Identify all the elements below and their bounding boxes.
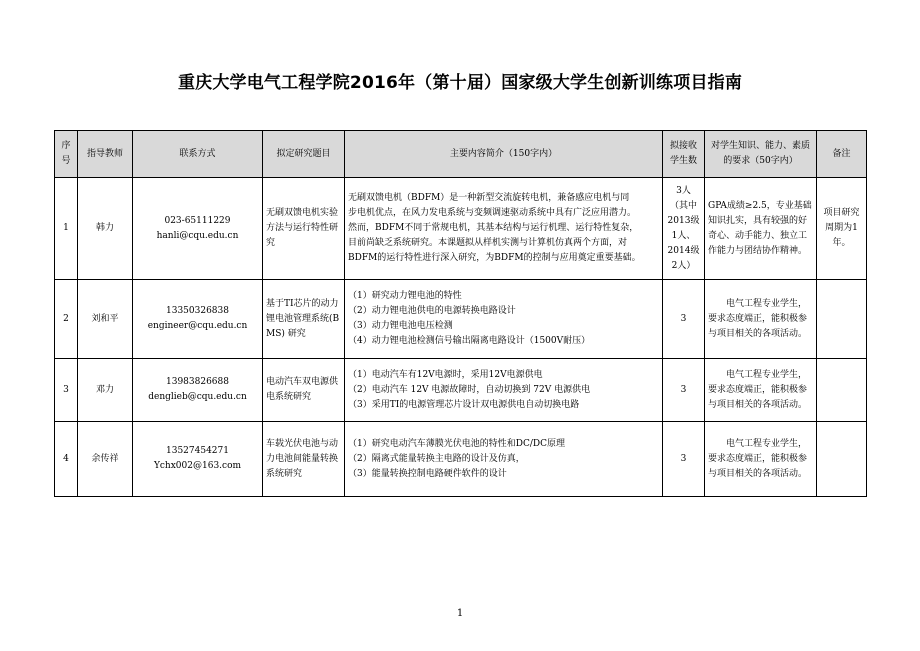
- row-phone: 13350326838: [166, 306, 229, 316]
- table-row: [55, 422, 867, 497]
- row-advisor: 邓力: [78, 359, 133, 422]
- row-no: 2: [55, 280, 78, 359]
- summary-line: （4）动力锂电池检测信号输出隔离电路设计（1500V耐压）: [348, 336, 591, 346]
- row-email: engineer@cqu.edu.cn: [147, 321, 248, 331]
- count-line: 3人: [676, 185, 691, 196]
- row-topic: 基于TI芯片的动力锂电池管理系统(BMS) 研究: [263, 280, 345, 359]
- count-line: 3: [680, 384, 687, 395]
- row-topic: 无刷双馈电机实验方法与运行特性研究: [263, 178, 345, 280]
- row-contact: [133, 280, 263, 359]
- summary-line: BDFM的运行特性进行深入研究，为BDFM的控制与应用奠定重要基础。: [348, 253, 641, 263]
- summary-line: （1）电动汽车有12V电源时，采用12V电源供电: [348, 369, 543, 380]
- count-line: 1人、: [671, 230, 696, 241]
- header-advisor: 指导教师: [78, 131, 133, 178]
- table-row: [55, 280, 867, 359]
- row-summary: [345, 178, 663, 280]
- row-requirement: GPA成绩≥2.5，专业基础知识扎实，具有较强的好奇心、动手能力、独立工作能力与团结协作精神。: [705, 178, 817, 280]
- row-count: [663, 280, 705, 359]
- row-phone: 13983826688: [166, 377, 229, 387]
- row-remark: 项目研究周期为1年。: [817, 178, 867, 280]
- row-count: [663, 178, 705, 280]
- row-contact: [133, 422, 263, 497]
- summary-line: 无刷双馈电机（BDFM）是一种新型交流旋转电机，兼备感应电机与同: [348, 193, 630, 203]
- row-summary: [345, 422, 663, 497]
- header-no: 序号: [55, 131, 78, 178]
- row-phone: 13527454271: [166, 446, 229, 456]
- row-remark: [817, 359, 867, 422]
- row-advisor: 韩力: [78, 178, 133, 280]
- header-summary: 主要内容简介（150字内）: [345, 131, 663, 178]
- row-topic: 电动汽车双电源供电系统研究: [263, 359, 345, 422]
- count-line: 2人）: [671, 260, 696, 271]
- count-line: 3: [680, 453, 687, 464]
- table-row: [55, 178, 867, 280]
- summary-line: （2）动力锂电池供电的电源转换电路设计: [348, 306, 516, 316]
- summary-line: （2）电动汽车 12V 电源故障时，自动切换到 72V 电源供电: [348, 384, 591, 395]
- summary-line: 目前尚缺乏系统研究。本课题拟从样机实测与计算机仿真两个方面，对: [348, 238, 628, 248]
- row-advisor: 余传祥: [78, 422, 133, 497]
- row-email: denglieb@cqu.edu.cn: [148, 392, 247, 402]
- row-contact: [133, 359, 263, 422]
- row-no: 4: [55, 422, 78, 497]
- header-row: [55, 131, 867, 178]
- summary-line: （2）隔离式能量转换主电路的设计及仿真，: [348, 453, 525, 464]
- summary-line: 步电机优点，在风力发电系统与变频调速驱动系统中具有广泛应用潜力。: [348, 208, 637, 218]
- row-summary: [345, 359, 663, 422]
- count-line: 2013级: [667, 215, 700, 226]
- summary-line: （3）动力锂电池电压检测: [348, 321, 453, 331]
- summary-line: （1）研究动力锂电池的特性: [348, 291, 462, 301]
- row-requirement: 电气工程专业学生，要求态度端正，能积极参与项目相关的各项活动。: [705, 280, 817, 359]
- row-requirement: 电气工程专业学生，要求态度端正，能积极参与项目相关的各项活动。: [705, 422, 817, 497]
- row-phone: 023-65111229: [164, 215, 231, 226]
- row-summary: [345, 280, 663, 359]
- document-title: 重庆大学电气工程学院2016年（第十届）国家级大学生创新训练项目指南: [177, 73, 743, 93]
- header-contact: 联系方式: [133, 131, 263, 178]
- summary-line: （3）采用TI的电源管理芯片设计双电源供电自动切换电路: [348, 399, 580, 410]
- count-line: 3: [680, 313, 687, 324]
- summary-line: （1）研究电动汽车薄膜光伏电池的特性和DC/DC原理: [348, 438, 565, 449]
- row-topic: 车载光伏电池与动力电池间能量转换系统研究: [263, 422, 345, 497]
- row-advisor: 刘和平: [78, 280, 133, 359]
- row-email: hanli@cqu.edu.cn: [156, 230, 239, 241]
- row-no: 3: [55, 359, 78, 422]
- row-email: Ychx002@163.com: [153, 461, 242, 471]
- row-remark: [817, 422, 867, 497]
- header-remark: 备注: [817, 131, 867, 178]
- row-remark: [817, 280, 867, 359]
- table-row: [55, 359, 867, 422]
- page-number: 1: [456, 608, 464, 619]
- header-topic: 拟定研究题目: [263, 131, 345, 178]
- row-count: [663, 422, 705, 497]
- count-line: 2014级: [667, 245, 700, 256]
- row-contact: [133, 178, 263, 280]
- row-no: 1: [55, 178, 78, 280]
- project-guide-table: [54, 130, 867, 497]
- count-line: （其中: [669, 200, 697, 211]
- row-requirement: 电气工程专业学生，要求态度端正，能积极参与项目相关的各项活动。: [705, 359, 817, 422]
- summary-line: （3）能量转换控制电路硬件软件的设计: [348, 468, 507, 479]
- header-requirement: 对学生知识、能力、素质的要求（50字内）: [705, 131, 817, 178]
- summary-line: 然而，BDFM不同于常规电机，其基本结构与运行机理、运行特性复杂，: [348, 223, 639, 233]
- header-count: 拟接收学生数: [663, 131, 705, 178]
- row-count: [663, 359, 705, 422]
